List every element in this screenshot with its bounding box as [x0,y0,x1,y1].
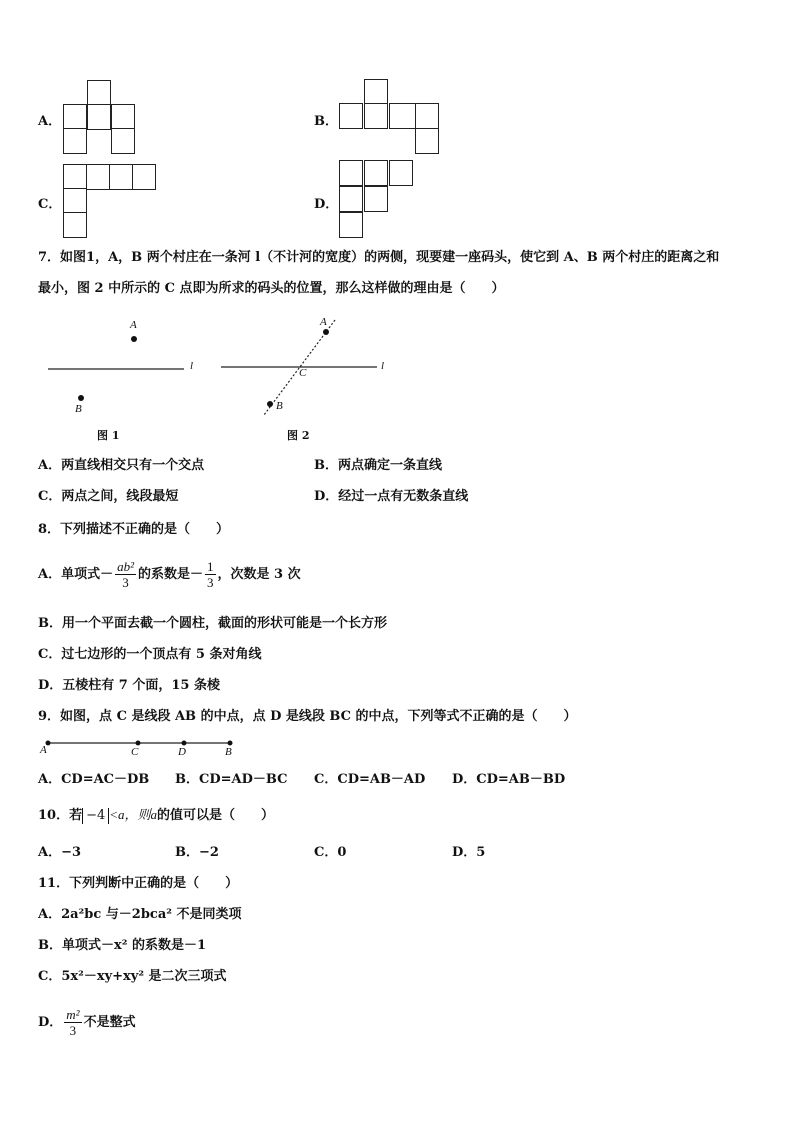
fig2-label-l: l [381,360,385,372]
q8-stem: 8．下列描述不正确的是（ ） [38,522,230,537]
q7-figure-1 [48,336,184,401]
q9-label-a: A [40,744,47,756]
q7-option-c: C．两点之间，线段最短 [38,489,179,504]
q8-option-a [38,557,301,593]
q8-option-d: D．五棱柱有 7 个面，15 条棱 [38,678,220,693]
q10-absolute-value: −4 [82,808,109,824]
point-a-2 [323,329,329,335]
q8-fraction-ab2-over-3: $\frac{\text{ab²}}{3}$ [117,559,134,590]
point-b-1 [78,395,84,401]
point-b [228,741,233,746]
q8-fraction-1-over-3: $\frac{1}{3}$ [207,559,214,590]
fig2-caption: 图 2 [287,429,310,442]
fig2-label-c: C [299,367,307,379]
q7-stem-line2: 最小，图 2 中所示的 C 点即为所求的码头的位置，那么这样做的理由是（ ） [38,281,505,296]
q10-option-c: C．0 [314,845,347,860]
q7-figure-2 [221,313,377,415]
q10-option-b: B．−2 [175,845,219,860]
q10-suffix: 的值可以是（ ） [157,808,275,823]
point-b-2 [267,401,273,407]
point-d [182,741,187,746]
q9-segment-figure [38,736,248,760]
q11-option-c: C．5x²－xy+xy² 是二次三项式 [38,969,227,984]
q11-option-b: B．单项式－x² 的系数是－1 [38,938,207,953]
fig1-label-b: B [75,403,82,415]
q11-option-d [38,1005,136,1041]
q7-figures [40,310,410,445]
q10-prefix: 10．若 [38,808,83,823]
q8-option-b: B．用一个平面去截一个圆柱，截面的形状可能是一个长方形 [38,616,387,631]
q10-inequality: <a，则 [109,807,151,822]
q9-option-d: D．CD=AB－BD [452,772,566,787]
q6-option-b-label: B． [314,114,338,129]
q7-option-b: B．两点确定一条直线 [314,458,442,473]
q9-label-c: C [131,746,139,758]
q10-variable: a [150,807,158,822]
q6-option-a-label: A． [38,114,62,129]
q11-option-d-suffix: 不是整式 [83,1015,136,1030]
q11-stem: 11．下列判断中正确的是（ ） [38,876,239,891]
q9-option-b: B．CD=AD－BC [175,772,288,787]
q8-option-a-suffix: ，次数是 3 次 [217,567,301,582]
q6-option-c-label: C． [38,197,62,212]
fig2-label-a: A [320,316,327,328]
point-c [136,741,141,746]
q8-option-a-prefix: A．单项式－ [38,567,114,582]
q9-option-a: A．CD=AC－DB [38,772,150,787]
q7-option-a: A．两直线相交只有一个交点 [38,458,205,473]
fig1-label-a: A [130,319,137,331]
q7-option-d: D．经过一点有无数条直线 [314,489,469,504]
q11-option-d-prefix: D． [38,1015,63,1030]
q11-option-a: A．2a²bc 与－2bca² 不是同类项 [38,907,242,922]
q10-option-a: A．−3 [38,845,82,860]
fig1-caption: 图 1 [97,429,120,442]
q9-stem: 9．如图，点 C 是线段 AB 的中点，点 D 是线段 BC 的中点，下列等式不正确的是（ ） [38,709,577,724]
q10-option-d: D．5 [452,845,486,860]
fig2-label-b: B [276,400,283,412]
q8-option-a-mid: 的系数是－ [138,567,204,582]
q8-option-c: C．过七边形的一个顶点有 5 条对角线 [38,647,262,662]
q11-fraction-m2-over-3: $\frac{\text{m²}}{3}$ [66,1007,80,1038]
q9-option-c: C．CD=AB－AD [314,772,426,787]
q7-stem-line1: 7．如图1，A，B 两个村庄在一条河 l（不计河的宽度）的两侧，现要建一座码头，使它到 A、B 两个村庄的距离之和 [38,250,720,265]
fig1-label-l: l [190,360,194,372]
q9-label-d: D [178,746,186,758]
q6-option-d-label: D． [314,197,339,212]
q9-label-b: B [225,746,232,758]
point-a-1 [131,336,137,342]
q10-stem [38,807,274,824]
